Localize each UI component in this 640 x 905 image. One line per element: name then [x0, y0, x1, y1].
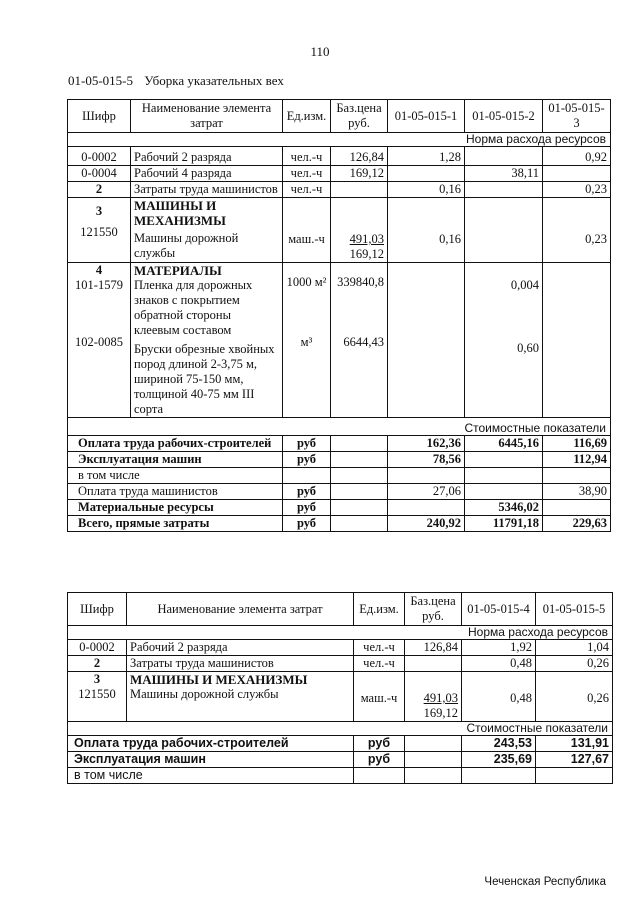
cell-unit: чел.-ч	[354, 640, 405, 656]
col-header-c1: 01-05-015-1	[388, 100, 465, 133]
cell-code	[68, 263, 131, 418]
cell-price	[405, 672, 462, 722]
summary-v1	[388, 500, 465, 516]
summary-v4	[462, 768, 536, 784]
norm-caption-row	[68, 626, 613, 640]
summary-v2	[465, 452, 543, 468]
machines-section-row	[68, 672, 613, 722]
cell-v1	[388, 166, 465, 182]
machine-name: Машины дорожной службы	[134, 231, 239, 260]
cell-unit	[283, 263, 331, 418]
machine-code: 121550	[78, 687, 116, 701]
resource-table-2	[67, 592, 613, 784]
col-header-c5: 01-05-015-5	[536, 593, 613, 626]
materials-title: МАТЕРИАЛЫ	[134, 263, 222, 278]
machine-v5: 0,26	[587, 691, 609, 705]
summary-price	[405, 752, 462, 768]
cell-code: 0-0002	[68, 147, 131, 166]
machines-num: 3	[93, 672, 101, 686]
col-header-code: Шифр	[68, 593, 127, 626]
cell-name: Рабочий 2 разряда	[127, 640, 354, 656]
summary-row	[68, 736, 613, 752]
cell-v3: 0,23	[543, 182, 611, 198]
summary-name: Оплата труда машинистов	[68, 484, 283, 500]
cell-name	[131, 263, 283, 418]
col-header-c4: 01-05-015-4	[462, 593, 536, 626]
cell-v1: 0,16	[388, 182, 465, 198]
cell-name: Рабочий 4 разряда	[131, 166, 283, 182]
summary-v1: 162,36	[388, 436, 465, 452]
norm-caption: Норма расхода ресурсов	[68, 133, 611, 147]
summary-row	[68, 768, 613, 784]
summary-v2	[465, 484, 543, 500]
summary-price	[331, 484, 388, 500]
cost-caption-row	[68, 722, 613, 736]
table-row	[68, 640, 613, 656]
col-header-name: Наименование элемента затрат	[131, 100, 283, 133]
cell-price	[331, 182, 388, 198]
summary-name: Эксплуатация машин	[68, 452, 283, 468]
summary-v3	[543, 500, 611, 516]
summary-name: в том числе	[68, 768, 354, 784]
cost-caption-row	[68, 418, 611, 436]
table-header-row	[68, 100, 611, 133]
norm-caption-row	[68, 133, 611, 147]
cell-code: 0-0004	[68, 166, 131, 182]
machine-v4: 0,48	[510, 691, 532, 705]
summary-v3: 116,69	[543, 436, 611, 452]
summary-row	[68, 516, 611, 532]
summary-v5: 127,67	[536, 752, 613, 768]
cell-code: 2	[68, 656, 127, 672]
resource-table-1	[67, 99, 611, 532]
cell-name	[127, 672, 354, 722]
summary-name: Всего, прямые затраты	[68, 516, 283, 532]
cell-price	[331, 198, 388, 263]
summary-unit: руб	[354, 752, 405, 768]
summary-unit: руб	[283, 484, 331, 500]
summary-name: Материальные ресурсы	[68, 500, 283, 516]
cell-v5: 1,04	[536, 640, 613, 656]
cell-name: Затраты труда машинистов	[127, 656, 354, 672]
cell-v2	[465, 198, 543, 263]
summary-row	[68, 752, 613, 768]
summary-unit: руб	[283, 452, 331, 468]
summary-v2	[465, 468, 543, 484]
machines-title: МАШИНЫ И МЕХАНИЗМЫ	[134, 198, 226, 228]
norm-caption: Норма расхода ресурсов	[68, 626, 613, 640]
section-code: 01-05-015-5	[68, 73, 133, 88]
col-header-unit: Ед.изм.	[354, 593, 405, 626]
machines-section-row	[68, 198, 611, 263]
cell-v2	[465, 263, 543, 418]
cell-price: 126,84	[405, 640, 462, 656]
col-header-c2: 01-05-015-2	[465, 100, 543, 133]
summary-unit	[283, 468, 331, 484]
cell-v1	[388, 198, 465, 263]
summary-row	[68, 452, 611, 468]
cell-unit	[283, 198, 331, 263]
cell-v5	[536, 672, 613, 722]
machine-unit: маш.-ч	[288, 232, 325, 246]
table-header-row	[68, 593, 613, 626]
cell-unit: чел.-ч	[283, 147, 331, 166]
material1-code: 101-1579	[75, 278, 123, 292]
summary-unit	[354, 768, 405, 784]
machine-v3: 0,23	[585, 232, 607, 246]
machine-price-top: 491,03	[349, 232, 384, 246]
machines-title: МАШИНЫ И МЕХАНИЗМЫ	[130, 672, 308, 687]
material2-unit: м³	[300, 335, 313, 349]
materials-section-row	[68, 263, 611, 418]
summary-unit: руб	[283, 516, 331, 532]
cell-v4: 1,92	[462, 640, 536, 656]
materials-num: 4	[95, 263, 103, 277]
summary-v1: 27,06	[388, 484, 465, 500]
summary-v3: 112,94	[543, 452, 611, 468]
material1-unit: 1000 м²	[286, 275, 327, 289]
cell-v3	[543, 166, 611, 182]
table-row	[68, 656, 613, 672]
machine-v1: 0,16	[439, 232, 461, 246]
cell-code	[68, 198, 131, 263]
page-number: 110	[310, 44, 330, 59]
cell-v3	[543, 263, 611, 418]
material2-name: Бруски обрезные хвойных пород длиной 2-3,75 м, шириной 75-150 мм, толщиной 40-75 мм III сорта	[134, 342, 275, 416]
col-header-c3: 01-05-015-3	[543, 100, 611, 133]
material2-code: 102-0085	[75, 335, 123, 349]
cell-v5: 0,26	[536, 656, 613, 672]
cell-price	[331, 263, 388, 418]
cell-name	[131, 198, 283, 263]
cell-code: 0-0002	[68, 640, 127, 656]
summary-row	[68, 500, 611, 516]
col-header-price: Баз.цена руб.	[405, 593, 462, 626]
summary-v2: 11791,18	[465, 516, 543, 532]
cell-v2	[465, 182, 543, 198]
cell-unit	[354, 672, 405, 722]
summary-v4: 235,69	[462, 752, 536, 768]
cell-unit: чел.-ч	[283, 182, 331, 198]
material1-price: 339840,8	[337, 275, 384, 289]
summary-price	[405, 768, 462, 784]
summary-v3: 229,63	[543, 516, 611, 532]
summary-v3: 38,90	[543, 484, 611, 500]
summary-price	[405, 736, 462, 752]
cell-v3	[543, 198, 611, 263]
cell-v4: 0,48	[462, 656, 536, 672]
summary-v1: 240,92	[388, 516, 465, 532]
summary-name: Эксплуатация машин	[68, 752, 354, 768]
cell-v2: 38,11	[465, 166, 543, 182]
cost-caption: Стоимостные показатели	[68, 722, 613, 736]
summary-v2: 6445,16	[465, 436, 543, 452]
cell-price	[405, 656, 462, 672]
table-row	[68, 166, 611, 182]
machine-price-top: 491,03	[423, 691, 458, 705]
summary-name: Оплата труда рабочих-строителей	[68, 436, 283, 452]
summary-v1: 78,56	[388, 452, 465, 468]
cell-unit: чел.-ч	[283, 166, 331, 182]
cell-v2	[465, 147, 543, 166]
cost-caption: Стоимостные показатели	[68, 418, 611, 436]
table-row	[68, 182, 611, 198]
summary-v5: 131,91	[536, 736, 613, 752]
machine-name: Машины дорожной службы	[130, 687, 279, 701]
cell-v4	[462, 672, 536, 722]
footer-region: Чеченская Республика	[484, 876, 606, 888]
summary-price	[331, 500, 388, 516]
cell-name: Затраты труда машинистов	[131, 182, 283, 198]
summary-price	[331, 452, 388, 468]
summary-v3	[543, 468, 611, 484]
cell-unit: чел.-ч	[354, 656, 405, 672]
machines-num: 3	[95, 204, 103, 218]
col-header-price: Баз.цена руб.	[331, 100, 388, 133]
summary-unit: руб	[354, 736, 405, 752]
summary-name: в том числе	[68, 468, 283, 484]
summary-v5	[536, 768, 613, 784]
cell-price: 169,12	[331, 166, 388, 182]
summary-price	[331, 516, 388, 532]
table-row	[68, 147, 611, 166]
summary-v1	[388, 468, 465, 484]
section-name: Уборка указательных вех	[144, 73, 284, 88]
col-header-code: Шифр	[68, 100, 131, 133]
cell-code	[68, 672, 127, 722]
cell-v1	[388, 263, 465, 418]
col-header-name: Наименование элемента затрат	[127, 593, 354, 626]
machine-unit: маш.-ч	[360, 691, 398, 705]
summary-unit: руб	[283, 500, 331, 516]
cell-name: Рабочий 2 разряда	[131, 147, 283, 166]
material1-v2: 0,004	[510, 278, 539, 292]
summary-row	[68, 468, 611, 484]
summary-unit: руб	[283, 436, 331, 452]
summary-price	[331, 436, 388, 452]
cell-price: 126,84	[331, 147, 388, 166]
machine-code: 121550	[80, 225, 118, 239]
cell-code: 2	[68, 182, 131, 198]
machine-price-bottom: 169,12	[349, 247, 384, 261]
material2-price: 6644,43	[343, 335, 384, 349]
machine-price-bottom: 169,12	[423, 706, 458, 720]
summary-v2: 5346,02	[465, 500, 543, 516]
material2-v1: 0,60	[517, 341, 539, 355]
cell-v3: 0,92	[543, 147, 611, 166]
section-title	[68, 73, 284, 89]
cell-v1: 1,28	[388, 147, 465, 166]
summary-row	[68, 436, 611, 452]
summary-v4: 243,53	[462, 736, 536, 752]
material1-name: Пленка для дорожных знаков с покрытием обратной стороны клеевым составом	[134, 278, 253, 337]
summary-name: Оплата труда рабочих-строителей	[68, 736, 354, 752]
col-header-unit: Ед.изм.	[283, 100, 331, 133]
summary-row	[68, 484, 611, 500]
summary-price	[331, 468, 388, 484]
